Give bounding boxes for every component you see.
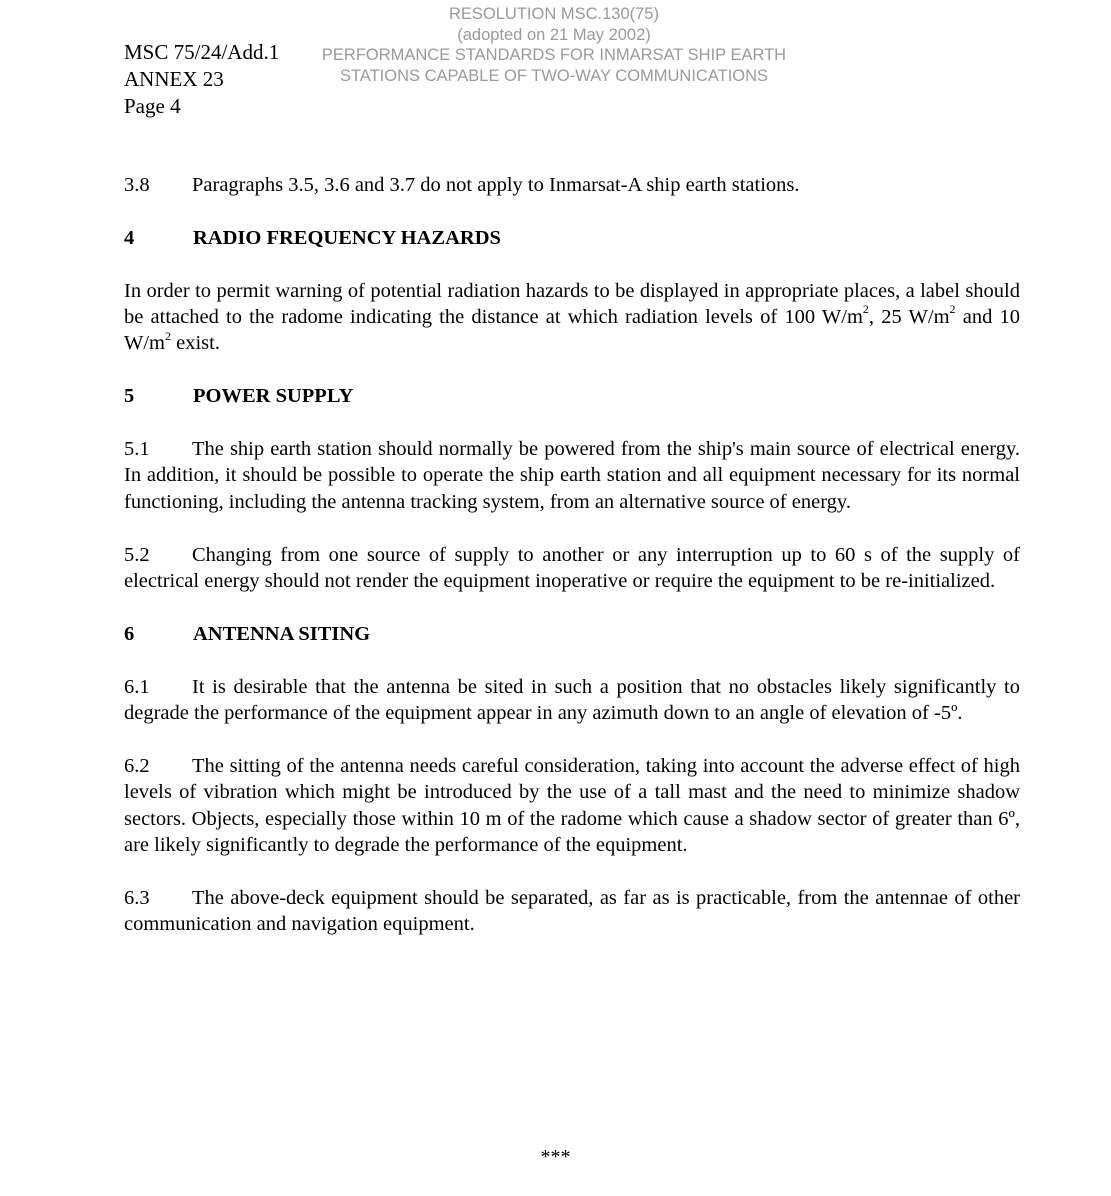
superscript: 2 xyxy=(165,328,171,343)
watermark-title-line-2: STATIONS CAPABLE OF TWO-WAY COMMUNICATIONS xyxy=(339,66,769,85)
paragraph-number: 5.1 xyxy=(124,438,150,460)
section-number: 5 xyxy=(124,385,135,408)
paragraph-5-1 xyxy=(124,436,1020,515)
paragraph-number: 3.8 xyxy=(124,174,150,196)
superscript: 2 xyxy=(949,302,956,317)
paragraph-5-2 xyxy=(124,542,1020,595)
superscript: 2 xyxy=(862,302,869,317)
section-number: 4 xyxy=(124,226,135,249)
paragraph-text-part: In order to permit warning of potential radiation hazards to be displayed in appropriate places, a label should be attached to the radome indicating the distance at which radiation levels of 100 W/m xyxy=(124,279,1020,328)
watermark-adoption-date: (adopted on 21 May 2002) xyxy=(457,25,651,44)
paragraph-number: 6.2 xyxy=(124,754,150,777)
resolution-watermark xyxy=(300,4,808,86)
document-reference: MSC 75/24/Add.1 xyxy=(124,40,280,64)
paragraph-text-part: , 25 W/m xyxy=(868,306,950,328)
watermark-title-line-1: PERFORMANCE STANDARDS FOR INMARSAT SHIP EARTH xyxy=(321,46,787,64)
section-heading-5 xyxy=(124,383,1020,409)
section-title: ANTENNA SITING xyxy=(193,622,371,645)
paragraph-3-8 xyxy=(124,172,1020,198)
end-of-document-mark: *** xyxy=(540,1146,571,1168)
paragraph-6-1 xyxy=(124,674,1020,727)
document-body xyxy=(124,172,1020,964)
paragraph-text: Paragraphs 3.5, 3.6 and 3.7 do not apply to Inmarsat-A ship earth stations. xyxy=(192,174,800,196)
paragraph-6-3 xyxy=(124,885,1020,938)
document-header xyxy=(124,39,279,120)
watermark-resolution-number: RESOLUTION MSC.130(75) xyxy=(449,5,659,23)
section-title: POWER SUPPLY xyxy=(193,385,354,408)
paragraph-number: 6.1 xyxy=(124,675,150,698)
paragraph-6-2 xyxy=(124,753,1020,859)
section-heading-4 xyxy=(124,225,1020,251)
paragraph-text: The ship earth station should normally be powered from the ship's main source of electrical energy. In addition, it should be possible to operate the ship earth station and all equipment necessary for its normal functioning, including the antenna tracking system, from an alternative source of energy. xyxy=(124,438,1020,513)
section-number: 6 xyxy=(124,622,135,645)
paragraph-text: The sitting of the antenna needs careful consideration, taking into account the adverse effect of high levels of vibration which might be introduced by the use of a tall mast and the need to minimize shadow sectors. Objects, especially those within 10 m of the radome which cause a shadow sector of greater than 6º, are likely significantly to degrade the performance of the equipment. xyxy=(124,754,1020,857)
annex-label: ANNEX 23 xyxy=(124,67,224,91)
paragraph-text: Changing from one source of supply to another or any interruption up to 60 s of the supply of electrical energy should not render the equipment inoperative or require the equipment to be re-initialized. xyxy=(124,543,1020,593)
section-heading-6 xyxy=(124,621,1020,647)
section-title: RADIO FREQUENCY HAZARDS xyxy=(193,226,501,249)
paragraph-number: 6.3 xyxy=(124,886,150,909)
paragraph-text: It is desirable that the antenna be sited in such a position that no obstacles likely significantly to degrade the performance of the equipment appear in any azimuth down to an angle of elevation of -5º. xyxy=(124,675,1020,725)
paragraph-text-part: exist. xyxy=(171,332,220,355)
paragraph-text-part: and 10 W/m xyxy=(124,306,1020,355)
paragraph-text: The above-deck equipment should be separated, as far as is practicable, from the antennae of other communication and navigation equipment. xyxy=(124,886,1020,936)
page-number: Page 4 xyxy=(124,94,181,118)
paragraph-number: 5.2 xyxy=(124,543,150,566)
paragraph-4 xyxy=(124,278,1020,357)
